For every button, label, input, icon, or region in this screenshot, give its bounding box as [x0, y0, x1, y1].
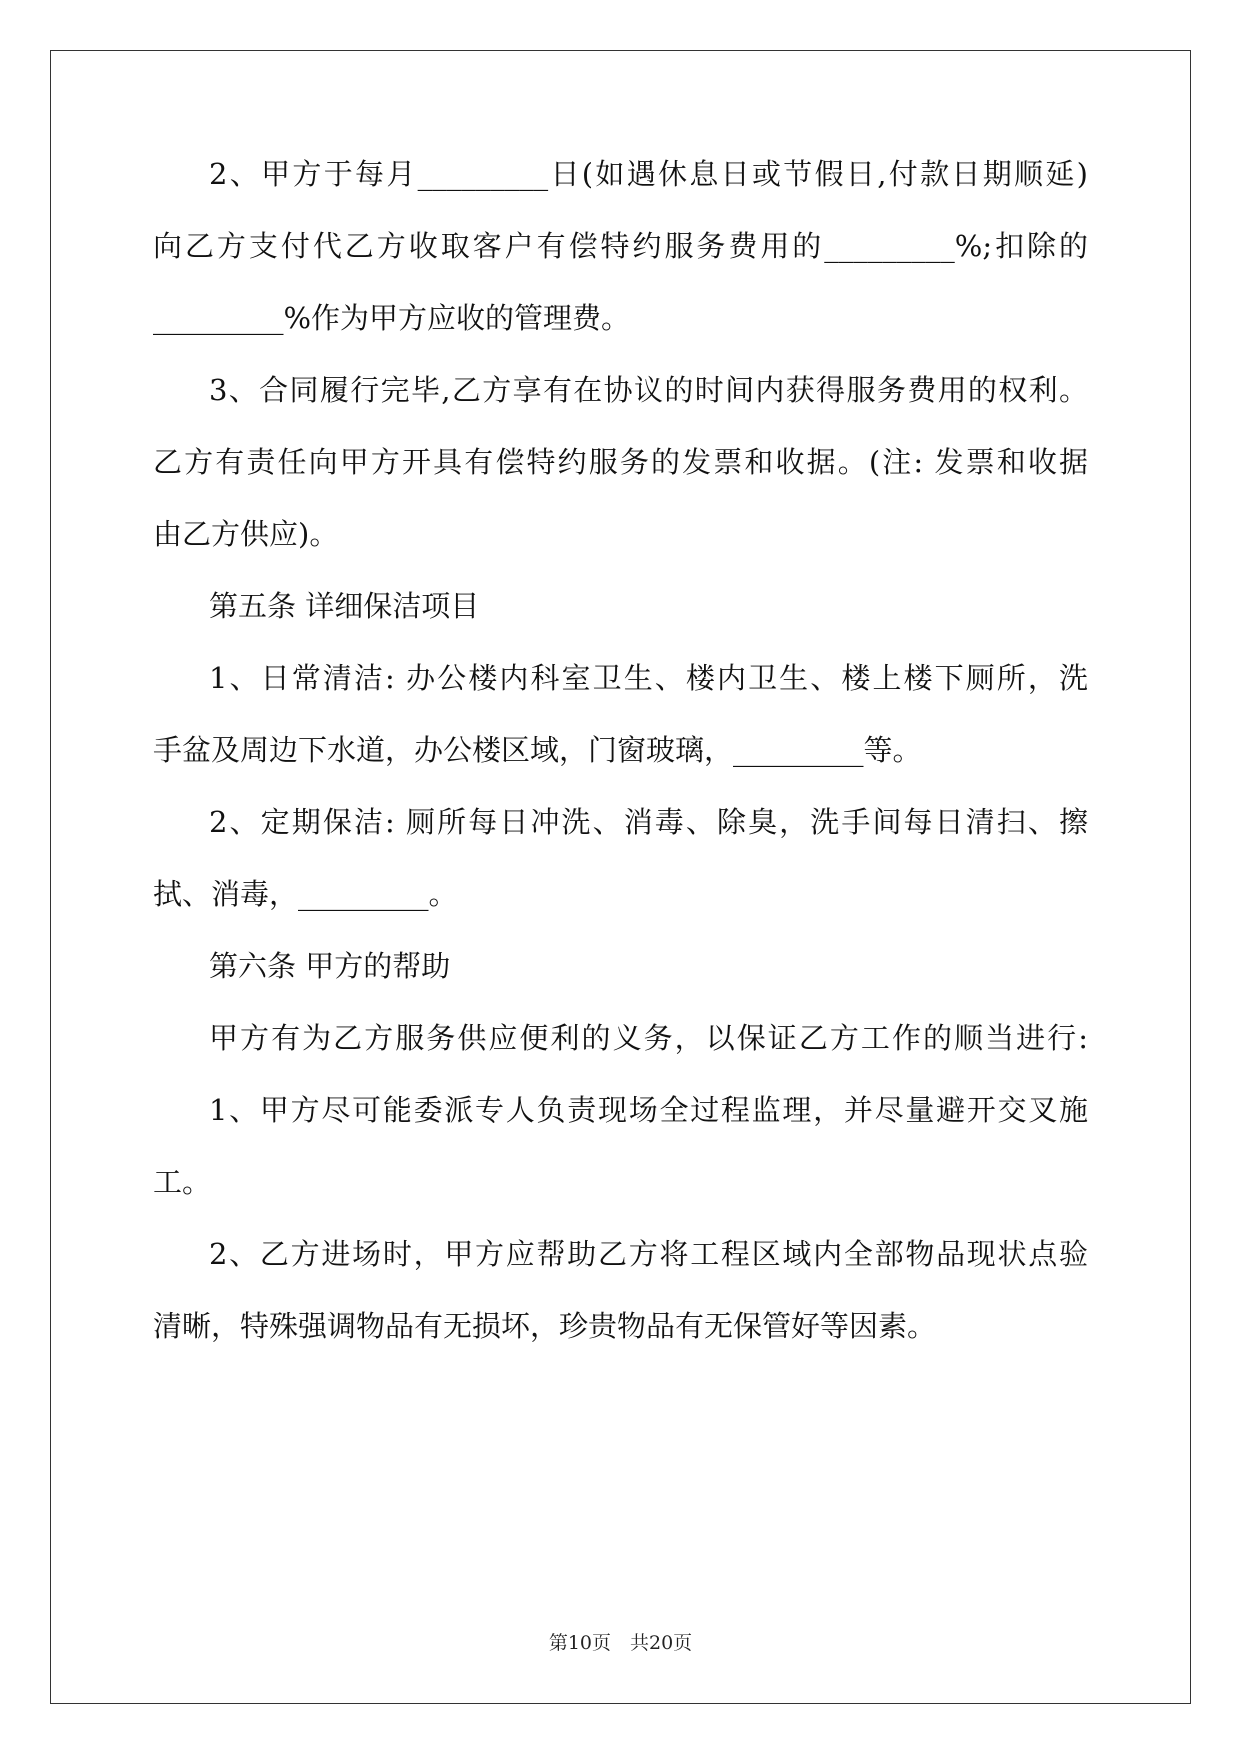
paragraph-line: 2、定期保洁: 厕所每日冲洗、消毒、除臭，洗手间每日清扫、擦 [209, 805, 1088, 839]
paragraph-line: 乙方有责任向甲方开具有偿特约服务的发票和收据。(注: 发票和收据 [153, 445, 1088, 479]
page-number-footer: 第10页 共20页 [548, 1632, 693, 1654]
paragraph-line: _________%作为甲方应收的管理费。 [153, 301, 631, 335]
paragraph-line: 2、甲方于每月_________日(如遇休息日或节假日,付款日期顺延) [209, 157, 1088, 191]
paragraph-line: 拭、消毒，_________。 [153, 877, 458, 911]
paragraph-line: 1、甲方尽可能委派专人负责现场全过程监理，并尽量避开交叉施 [209, 1093, 1088, 1127]
section-heading: 第五条 详细保洁项目 [209, 589, 480, 623]
section-heading: 第六条 甲方的帮助 [209, 949, 451, 983]
paragraph-line: 1、日常清洁: 办公楼内科室卫生、楼内卫生、楼上楼下厕所，洗 [209, 661, 1088, 695]
paragraph-line: 向乙方支付代乙方收取客户有偿特约服务费用的_________%;扣除的 [153, 229, 1088, 263]
paragraph-line: 由乙方供应)。 [153, 517, 339, 551]
paragraph-line: 工。 [153, 1165, 212, 1199]
paragraph-line: 甲方有为乙方服务供应便利的义务，以保证乙方工作的顺当进行: [209, 1021, 1088, 1055]
paragraph-line: 清晰，特殊强调物品有无损坏，珍贵物品有无保管好等因素。 [153, 1309, 937, 1343]
paragraph-line: 3、合同履行完毕,乙方享有在协议的时间内获得服务费用的权利。 [209, 373, 1088, 407]
paragraph-line: 2、乙方进场时，甲方应帮助乙方将工程区域内全部物品现状点验 [209, 1237, 1088, 1271]
paragraph-line: 手盆及周边下水道，办公楼区域，门窗玻璃，_________等。 [153, 733, 922, 767]
